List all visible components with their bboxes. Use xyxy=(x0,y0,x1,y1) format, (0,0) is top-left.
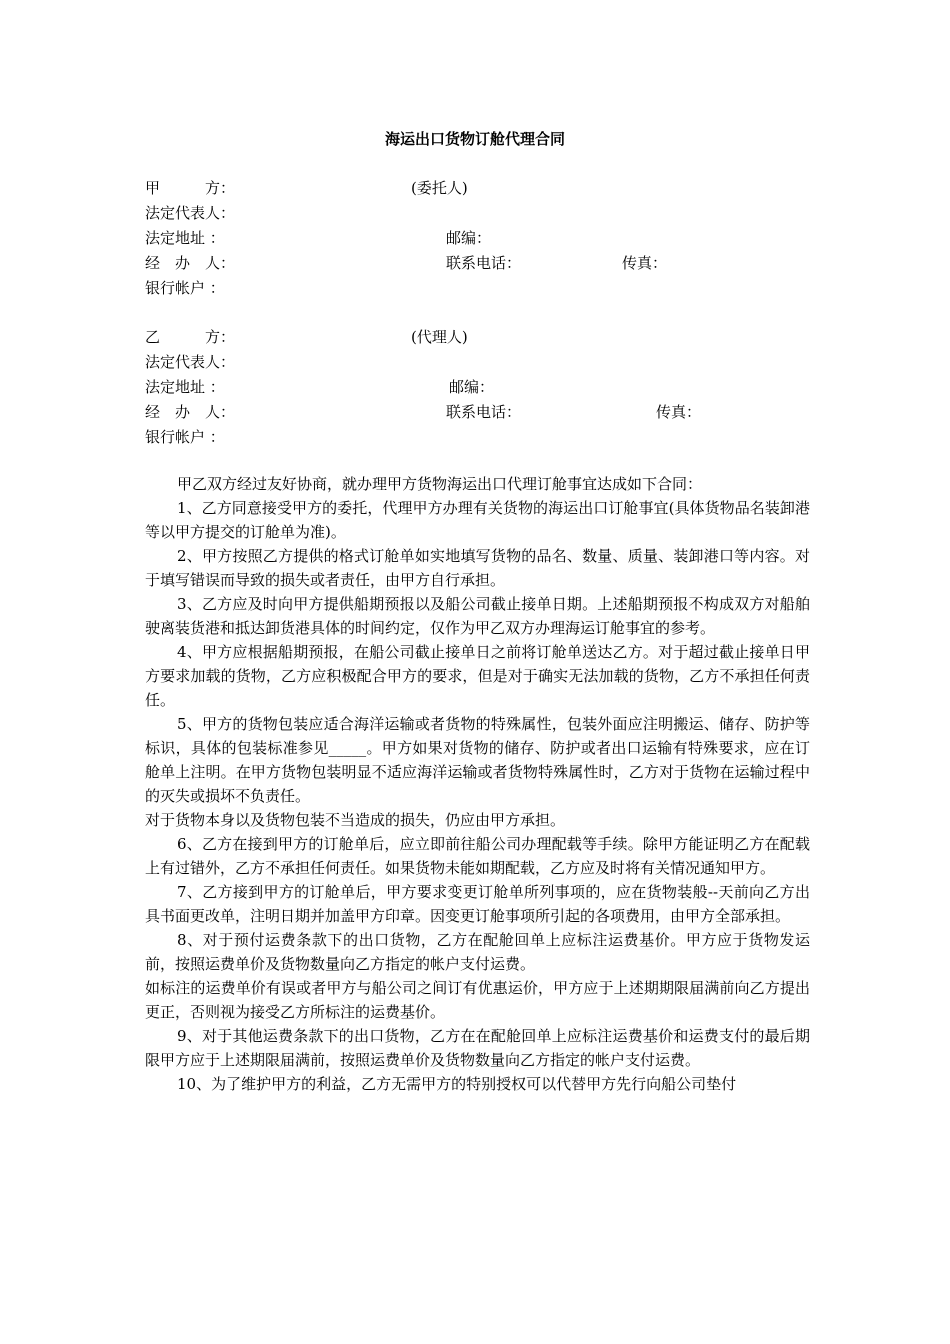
party-b-rep-label: 法定代表人： xyxy=(145,353,236,371)
party-b-role: (代理人) xyxy=(411,328,468,346)
party-b-postcode-label: 邮编： xyxy=(449,378,495,396)
party-b-phone-label: 联系电话： xyxy=(446,403,522,421)
party-b-address-label: 法定地址 ： xyxy=(145,378,225,396)
clause-9: 9、对于其他运费条款下的出口货物，乙方在在配舱回单上应标注运费基价和运费支付的最后期限甲方应于上述期限届满前，按照运费单价及货物数量向乙方指定的帐户支付运费。 xyxy=(145,1027,810,1069)
party-a-address-label: 法定地址 ： xyxy=(145,229,225,247)
clause-5-note: 对于货物本身以及货物包装不当造成的损失，仍应由甲方承担。 xyxy=(145,811,566,829)
clause-3: 3、乙方应及时向甲方提供船期预报以及船公司截止接单日期。上述船期预报不构成双方对船舶驶离装货港和抵达卸货港具体的时间约定，仅作为甲乙双方办理海运订舱事宜的参考。 xyxy=(145,595,810,637)
party-b-handler-label: 经 办 人： xyxy=(145,403,236,421)
clause-8: 8、对于预付运费条款下的出口货物，乙方在配舱回单上应标注运费基价。甲方应于货物发运前，按照运费单价及货物数量向乙方指定的帐户支付运费。 xyxy=(145,931,810,973)
party-a-handler-label: 经 办 人： xyxy=(145,254,236,272)
party-a-rep-label: 法定代表人： xyxy=(145,204,236,222)
party-b-fax-label: 传真： xyxy=(656,403,702,421)
clause-10: 10、为了维护甲方的利益，乙方无需甲方的特别授权可以代替甲方先行向船公司垫付 xyxy=(177,1075,737,1093)
party-a-phone-label: 联系电话： xyxy=(446,254,522,272)
clause-1: 1、乙方同意接受甲方的委托，代理甲方办理有关货物的海运出口订舱事宜(具体货物品名装卸港等以甲方提交的订舱单为准)。 xyxy=(145,499,810,541)
contract-body xyxy=(145,472,810,1096)
clause-5: 5、甲方的货物包装应适合海洋运输或者货物的特殊属性，包装外面应注明搬运、储存、防护等标识，具体的包装标准参见_____。甲方如果对货物的储存、防护或者出口运输有特殊要求，应在订舱单上注明。在甲方货物包装明显不适应海洋运输或者货物特殊属性时，乙方对于货物在运输过程中的灭失或损坏不负责任。 xyxy=(145,715,810,805)
party-a-fax-label: 传真： xyxy=(622,254,668,272)
party-a-role: (委托人) xyxy=(411,179,468,197)
clause-7: 7、乙方接到甲方的订舱单后，甲方要求变更订舱单所列事项的，应在货物装般--天前向乙方出具书面更改单，注明日期并加盖甲方印章。因变更订舱事项所引起的各项费用，由甲方全部承担。 xyxy=(145,883,810,925)
party-a-postcode-label: 邮编： xyxy=(446,229,492,247)
clause-2: 2、甲方按照乙方提供的格式订舱单如实地填写货物的品名、数量、质量、装卸港口等内容。对于填写错误而导致的损失或者责任，由甲方自行承担。 xyxy=(145,547,810,589)
party-b-bank-label: 银行帐户 ： xyxy=(145,428,225,446)
clause-6: 6、乙方在接到甲方的订舱单后，应立即前往船公司办理配载等手续。除甲方能证明乙方在配载上有过错外，乙方不承担任何责任。如果货物未能如期配载，乙方应及时将有关情况通知甲方。 xyxy=(145,835,810,877)
party-a-bank-label: 银行帐户 ： xyxy=(145,279,225,297)
intro-paragraph: 甲乙双方经过友好协商，就办理甲方货物海运出口代理订舱事宜达成如下合同： xyxy=(177,475,703,493)
party-b-label: 乙 方： xyxy=(145,328,236,346)
clause-8-note: 如标注的运费单价有误或者甲方与船公司之间订有优惠运价，甲方应于上述期期限届满前向乙方提出更正，否则视为接受乙方所标注的运费基价。 xyxy=(145,979,810,1021)
party-a-label: 甲 方： xyxy=(145,179,236,197)
clause-4: 4、甲方应根据船期预报，在船公司截止接单日之前将订舱单送达乙方。对于超过截止接单日甲方要求加载的货物，乙方应积极配合甲方的要求，但是对于确实无法加载的货物，乙方不承担任何责任。 xyxy=(145,643,810,709)
contract-title: 海运出口货物订舱代理合同 xyxy=(384,130,565,148)
